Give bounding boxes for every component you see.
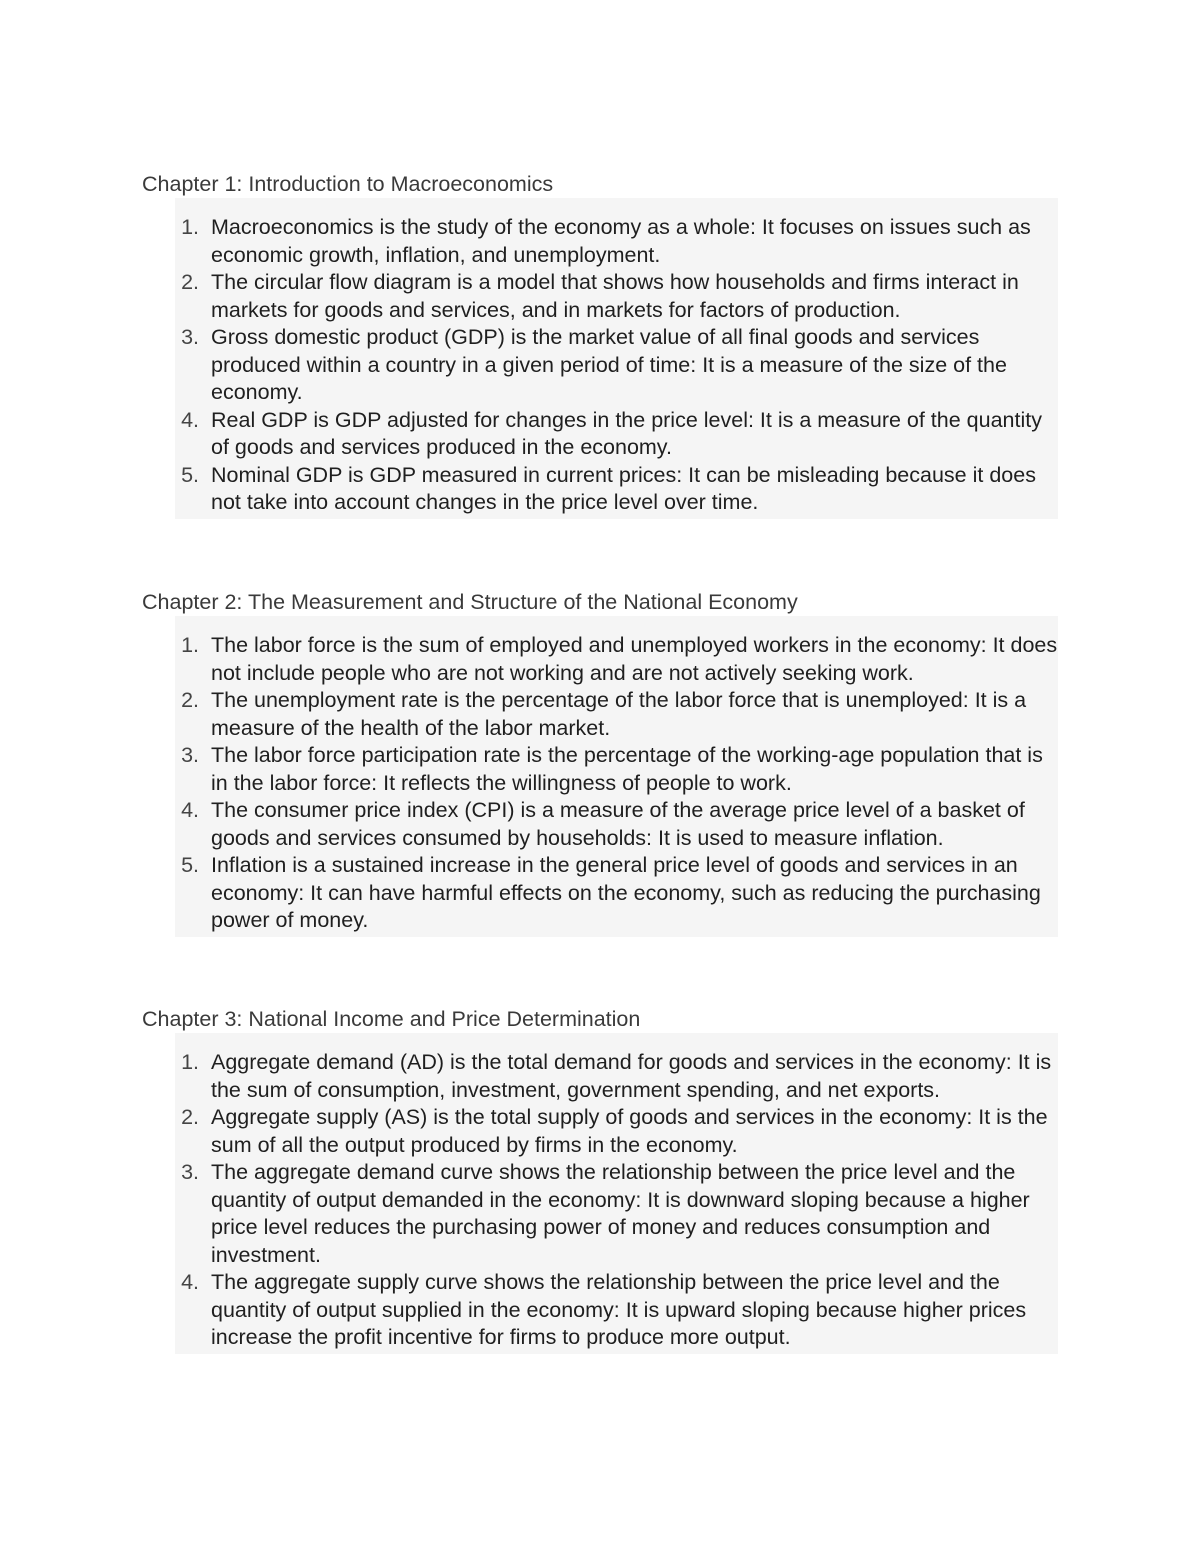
- list-item-number: 5.: [181, 853, 199, 877]
- list-item-number: 1.: [181, 1050, 199, 1074]
- list-item-number: 2.: [181, 688, 199, 712]
- list-item-text: Aggregate supply (AS) is the total supply of goods and services in the economy: It is the sum of all the output produced by firms in the economy.: [211, 1105, 1048, 1157]
- list-item-text: Macroeconomics is the study of the economy as a whole: It focuses on issues such as economic growth, inflation, and unemployment.: [211, 215, 1031, 267]
- list-item: [175, 462, 1058, 517]
- list-item-number: 1.: [181, 633, 199, 657]
- list-item: [175, 797, 1058, 852]
- list-item-number: 2.: [181, 1105, 199, 1129]
- list-item: [175, 1159, 1058, 1269]
- list-item-text: The labor force participation rate is the percentage of the working-age population that is in the labor force: It reflects the willingness of people to work.: [211, 743, 1043, 795]
- list-item-text: Nominal GDP is GDP measured in current prices: It can be misleading because it does not take into account changes in the price level over time.: [211, 462, 1036, 514]
- chapter-title: Chapter 3: National Income and Price Determination: [142, 1007, 641, 1031]
- list-item: [175, 632, 1058, 687]
- list-item-text: The aggregate supply curve shows the relationship between the price level and the quantity of output supplied in the economy: It is upward sloping because higher prices increase the profit incentive for firms to produce more output.: [211, 1270, 1027, 1349]
- list-item: [175, 1049, 1058, 1104]
- list-item-number: 1.: [181, 215, 199, 239]
- list-item-text: Aggregate demand (AD) is the total demand for goods and services in the economy: It is the sum of consumption, investment, government spending, and net exports.: [211, 1050, 1052, 1102]
- list-item: [175, 324, 1058, 407]
- list-item: [175, 687, 1058, 742]
- list-item-text: The labor force is the sum of employed and unemployed workers in the economy: It does not include people who are not working and are not actively seeking work.: [211, 633, 1058, 685]
- list-item-number: 5.: [181, 462, 199, 487]
- chapter-list: [175, 1033, 1058, 1354]
- chapter-2: [140, 588, 1058, 937]
- list-item: [175, 852, 1058, 935]
- list-item-number: 4.: [181, 798, 199, 822]
- list-item-number: 3.: [181, 743, 199, 767]
- list-item-text: Gross domestic product (GDP) is the market value of all final goods and services produced within a country in a given period of time: It is a measure of the size of the economy.: [211, 325, 1007, 404]
- list-item-text: The circular flow diagram is a model that shows how households and firms interact in markets for goods and services, and in markets for factors of production.: [211, 270, 1019, 322]
- list-item-number: 3.: [181, 325, 199, 349]
- list-item-text: The unemployment rate is the percentage of the labor force that is unemployed: It is a measure of the health of the labor market.: [211, 688, 1027, 740]
- list-item-text: Real GDP is GDP adjusted for changes in the price level: It is a measure of the quantity of goods and services produced in the economy.: [211, 407, 1042, 459]
- list-item-text: The aggregate demand curve shows the relationship between the price level and the quantity of output demanded in the economy: It is downward sloping because a higher price level reduces the purchasing power of money and reduces consumption and investment.: [211, 1160, 1030, 1267]
- list-item: [175, 1269, 1058, 1352]
- chapter-list: [175, 198, 1058, 519]
- list-item-number: 3.: [181, 1160, 199, 1184]
- chapter-3: [140, 1005, 1058, 1354]
- list-item-text: The consumer price index (CPI) is a measure of the average price level of a basket of goods and services consumed by households: It is used to measure inflation.: [211, 798, 1025, 850]
- list-item-number: 2.: [181, 270, 199, 294]
- list-item-number: 4.: [181, 407, 199, 432]
- list-item: [175, 407, 1058, 462]
- list-item-text: Inflation is a sustained increase in the general price level of goods and services in an economy: It can have harmful effects on the economy, such as reducing the purchasing power of money.: [211, 853, 1041, 932]
- list-item: [175, 1104, 1058, 1159]
- list-item: [175, 742, 1058, 797]
- list-item-number: 4.: [181, 1270, 199, 1294]
- chapter-list: [175, 616, 1058, 937]
- chapter-1: [140, 170, 1058, 519]
- chapter-title: Chapter 1: Introduction to Macroeconomics: [142, 172, 554, 196]
- list-item: [175, 269, 1058, 324]
- chapter-title: Chapter 2: The Measurement and Structure of the National Economy: [142, 590, 798, 614]
- list-item: [175, 214, 1058, 269]
